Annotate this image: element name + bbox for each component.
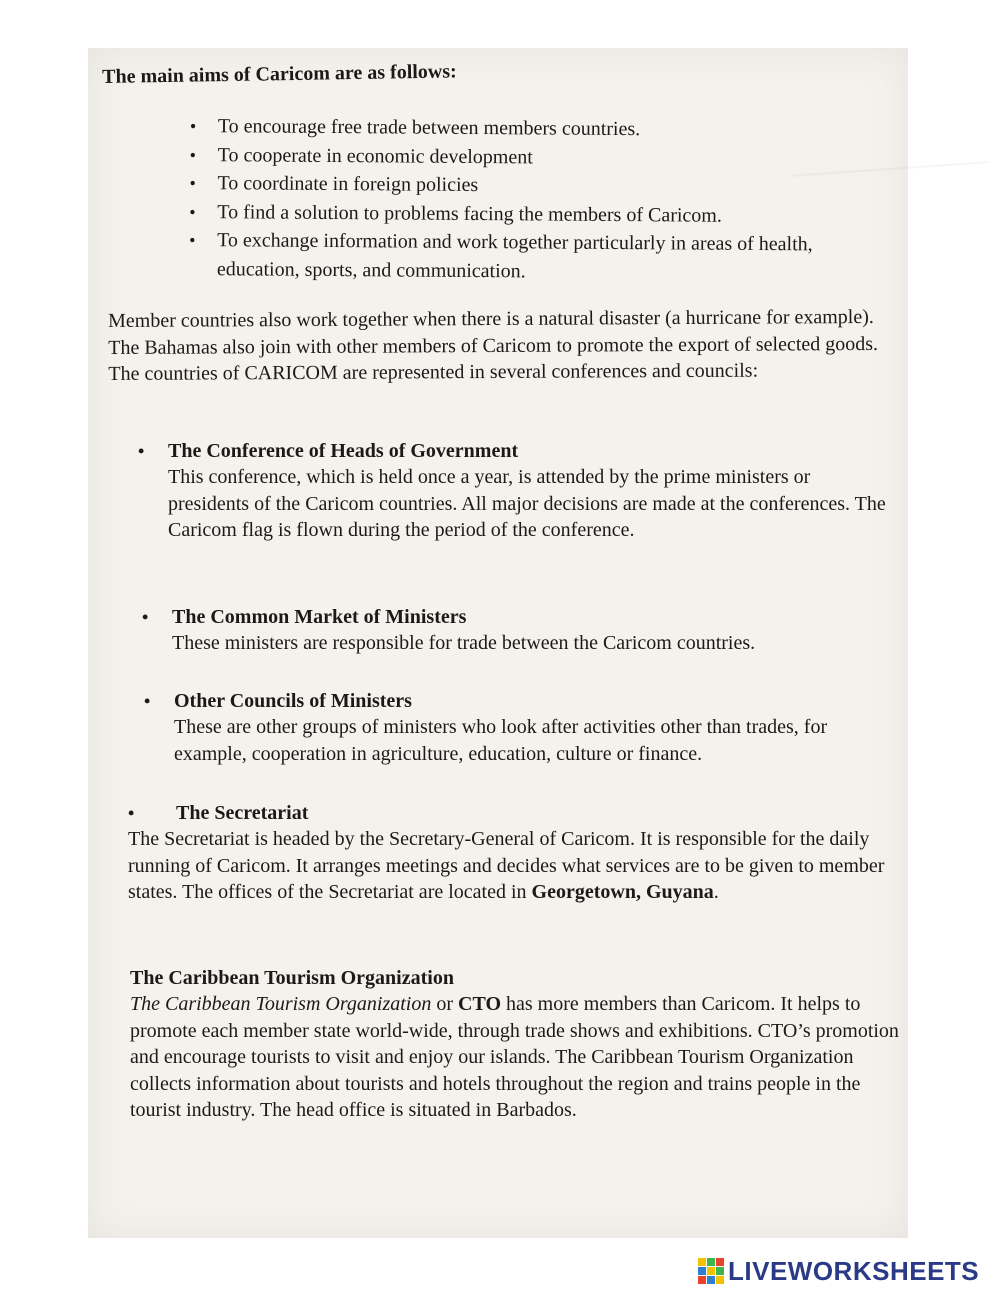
list-item: • To exchange information and work together particularly in areas of health, education, sports, and communication. bbox=[189, 226, 869, 288]
logo-cell bbox=[716, 1258, 724, 1266]
bullet-icon: • bbox=[128, 803, 135, 823]
list-item: • To coordinate in foreign policies bbox=[189, 169, 869, 202]
section-body: The Secretariat is headed by the Secretary-General of Caricom. It is responsible for the daily running of Caricom. It arranges meetings and decides what services are to be given to member states. The offices of the Secretariat are located in Georgetown, Guyana. bbox=[128, 828, 885, 903]
section-secretariat bbox=[128, 800, 888, 906]
section-title: • Other Councils of Ministers bbox=[144, 690, 412, 712]
bullet-icon: • bbox=[138, 441, 145, 461]
bullet-icon: • bbox=[189, 115, 197, 137]
section-conference bbox=[138, 438, 888, 544]
logo-cell bbox=[698, 1258, 706, 1266]
logo-cell bbox=[698, 1276, 706, 1284]
bullet-icon: • bbox=[189, 172, 196, 194]
list-item: • To find a solution to problems facing the members of Caricom. bbox=[189, 197, 869, 230]
bullet-icon: • bbox=[142, 607, 149, 627]
secretariat-location: Georgetown, Guyana bbox=[531, 881, 714, 903]
section-cto bbox=[130, 965, 900, 1124]
logo-cell bbox=[698, 1267, 706, 1275]
liveworksheets-wordmark: LIVEWORKSHEETS bbox=[728, 1256, 980, 1286]
bullet-icon: • bbox=[189, 201, 196, 222]
bullet-icon: • bbox=[144, 691, 151, 711]
section-title: • The Conference of Heads of Government bbox=[138, 440, 519, 462]
page-heading: The main aims of Caricom are as follows: bbox=[102, 60, 457, 88]
section-body: The Caribbean Tourism Organization or CTO has more members than Caricom. It helps to promote each member state world-wide, through trade shows and exhibitions. CTO’s promotion and encourage tourists to visit and enjoy our islands. The Caribbean Tourism Organization collects information about tourists and hotels throughout the region and trains people in the tourist industry. The head office is situated in Barbados. bbox=[130, 993, 899, 1121]
logo-cell bbox=[716, 1267, 724, 1275]
intro-paragraph: Member countries also work together when there is a natural disaster (a hurricane for example). The Bahamas also join with other members of Caricom to promote the export of selected goods. The countries of CARICOM are represented in several conferences and councils: bbox=[108, 305, 879, 385]
section-title: The Caribbean Tourism Organization bbox=[130, 967, 454, 989]
liveworksheets-logo-icon bbox=[698, 1258, 724, 1284]
bullet-icon: • bbox=[189, 144, 197, 165]
liveworksheets-brand bbox=[698, 1255, 979, 1287]
logo-cell bbox=[707, 1267, 715, 1275]
section-common-market bbox=[142, 604, 892, 657]
list-item: • To cooperate in economic development bbox=[190, 140, 870, 173]
section-other-councils bbox=[144, 688, 894, 767]
section-title: • The Common Market of Ministers bbox=[142, 606, 467, 628]
section-body: This conference, which is held once a year, is attended by the prime ministers or presidents of the Caricom countries. All major decisions are made at the conferences. The Caricom flag is flown during the period of the conference. bbox=[168, 466, 886, 541]
section-title: • The Secretariat bbox=[128, 802, 309, 824]
logo-cell bbox=[716, 1276, 724, 1284]
section-body: These ministers are responsible for trade between the Caricom countries. bbox=[172, 632, 756, 654]
logo-cell bbox=[707, 1276, 715, 1284]
logo-cell bbox=[707, 1258, 715, 1266]
section-body: These are other groups of ministers who look after activities other than trades, for example, cooperation in agriculture, education, culture or finance. bbox=[174, 716, 828, 765]
list-item: • To encourage free trade between members countries. bbox=[190, 112, 870, 145]
bullet-icon: • bbox=[189, 229, 196, 251]
aims-list bbox=[189, 112, 870, 288]
